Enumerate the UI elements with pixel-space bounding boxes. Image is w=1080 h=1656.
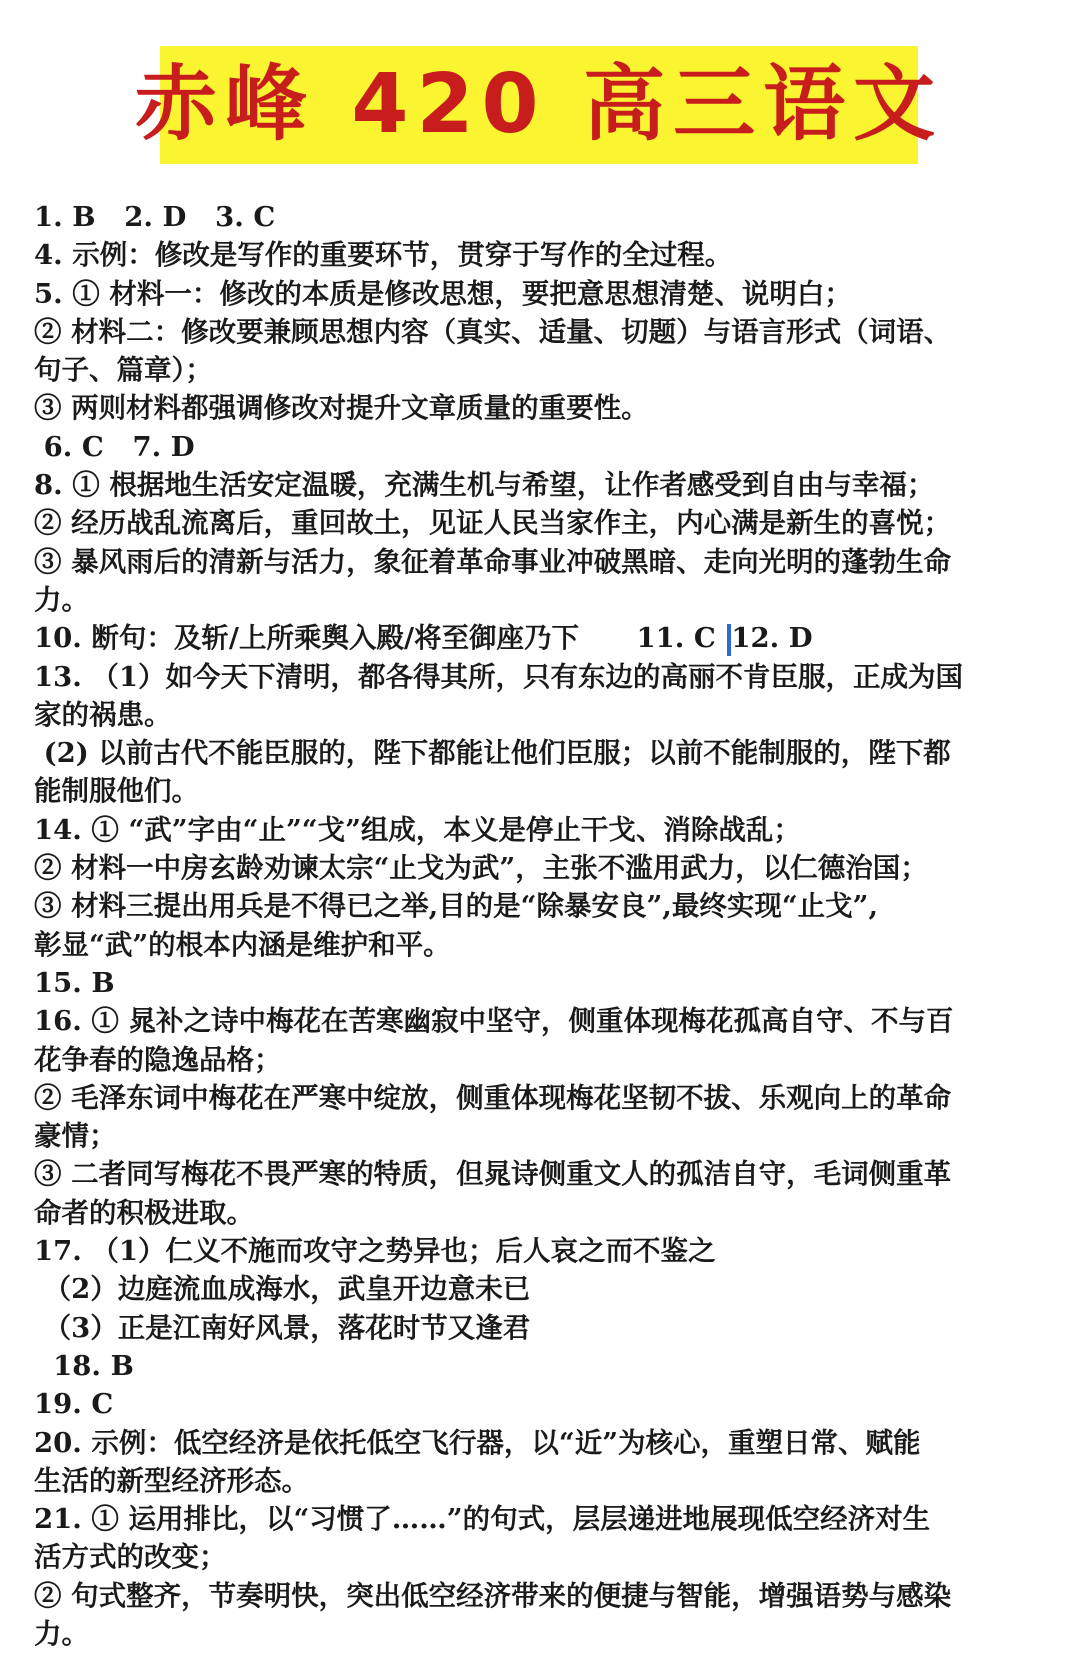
- answer-line: 21. ① 运用排比，以“习惯了……”的句式，层层递进地展现低空经济对生: [34, 1503, 931, 1536]
- answer-line: 8. ① 根据地生活安定温暖，充满生机与希望，让作者感受到自由与幸福；: [34, 469, 935, 502]
- answer-line: ③ 二者同写梅花不畏严寒的特质，但晁诗侧重文人的孤洁自守，毛词侧重革: [34, 1158, 952, 1191]
- answer-line: 17. （1）仁义不施而攻守之势异也；后人哀之而不鉴之: [34, 1235, 716, 1268]
- answer-line: ② 句式整齐，节奏明快，突出低空经济带来的便捷与智能，增强语势与感染: [34, 1579, 952, 1612]
- answer-12: 12. D: [731, 622, 813, 655]
- answer-line: 力。: [34, 583, 89, 616]
- answer-line: 6. C 7. D: [34, 430, 195, 463]
- answer-line: 活方式的改变；: [34, 1541, 227, 1574]
- answer-line: ② 经历战乱流离后，重回故土，见证人民当家作主，内心满是新生的喜悦；: [34, 507, 952, 540]
- page-title: 赤峰 420 高三语文: [134, 57, 944, 152]
- answer-line: 19. C: [34, 1388, 114, 1421]
- answer-line: 花争春的隐逸品格；: [34, 1043, 282, 1076]
- title-banner: [134, 46, 944, 164]
- answer-text: 10. 断句：及斩/上所乘舆入殿/将至御座乃下 11. C: [34, 622, 726, 655]
- answer-line: 命者的积极进取。: [34, 1196, 254, 1229]
- answer-line: 18. B: [34, 1349, 134, 1382]
- answer-line: 家的祸患。: [34, 698, 172, 731]
- answer-line: 句子、篇章）；: [34, 354, 213, 387]
- answer-line: 4. 示例：修改是写作的重要环节，贯穿于写作的全过程。: [34, 239, 733, 272]
- answer-line: 力。: [34, 1617, 89, 1650]
- answer-line: 1. B 2. D 3. C: [34, 201, 276, 233]
- answer-line: 16. ① 晁补之诗中梅花在苦寒幽寂中坚守，侧重体现梅花孤高自守、不与百: [34, 1005, 954, 1038]
- answer-line: ③ 两则材料都强调修改对提升文章质量的重要性。: [34, 392, 649, 425]
- answer-line: 彰显“武”的根本内涵是维护和平。: [34, 928, 451, 961]
- answer-line: 能制服他们。: [34, 775, 199, 808]
- answer-line: 20. 示例：低空经济是依托低空飞行器，以“近”为核心，重塑日常、赋能: [34, 1426, 921, 1459]
- answer-line: (2) 以前古代不能臣服的，陛下都能让他们臣服；以前不能制服的，陛下都: [34, 737, 951, 770]
- answer-list: [34, 198, 1048, 1653]
- answer-line: ③ 材料三提出用兵是不得已之举,目的是“除暴安良”,最终实现“止戈”,: [34, 890, 879, 923]
- answer-line: （2）边庭流血成海水，武皇开边意未已: [34, 1273, 531, 1306]
- answer-line: 5. ① 材料一：修改的本质是修改思想，要把意思想清楚、说明白；: [34, 277, 852, 310]
- answer-line: ② 毛泽东词中梅花在严寒中绽放，侧重体现梅花坚韧不拔、乐观向上的革命: [34, 1081, 952, 1114]
- answer-line: 14. ① “武”字由“止”“戈”组成，本义是停止干戈、消除战乱；: [34, 813, 801, 846]
- answer-line: 13. （1）如今天下清明，都各得其所，只有东边的高丽不肯臣服，正成为国: [34, 660, 964, 693]
- answer-line: ② 材料一中房玄龄劝谏太宗“止戈为武”，主张不滥用武力，以仁德治国；: [34, 852, 928, 885]
- answer-line: 豪情；: [34, 1120, 117, 1153]
- answer-line: 生活的新型经济形态。: [34, 1464, 309, 1497]
- answer-line: ② 材料二：修改要兼顾思想内容（真实、适量、切题）与语言形式（词语、: [34, 315, 952, 348]
- answer-line-10-12: [34, 619, 1048, 657]
- answer-line: （3）正是江南好风景，落花时节又逢君: [34, 1311, 531, 1344]
- answer-line: 15. B: [34, 966, 115, 999]
- answer-line: ③ 暴风雨后的清新与活力，象征着革命事业冲破黑暗、走向光明的蓬勃生命: [34, 545, 952, 578]
